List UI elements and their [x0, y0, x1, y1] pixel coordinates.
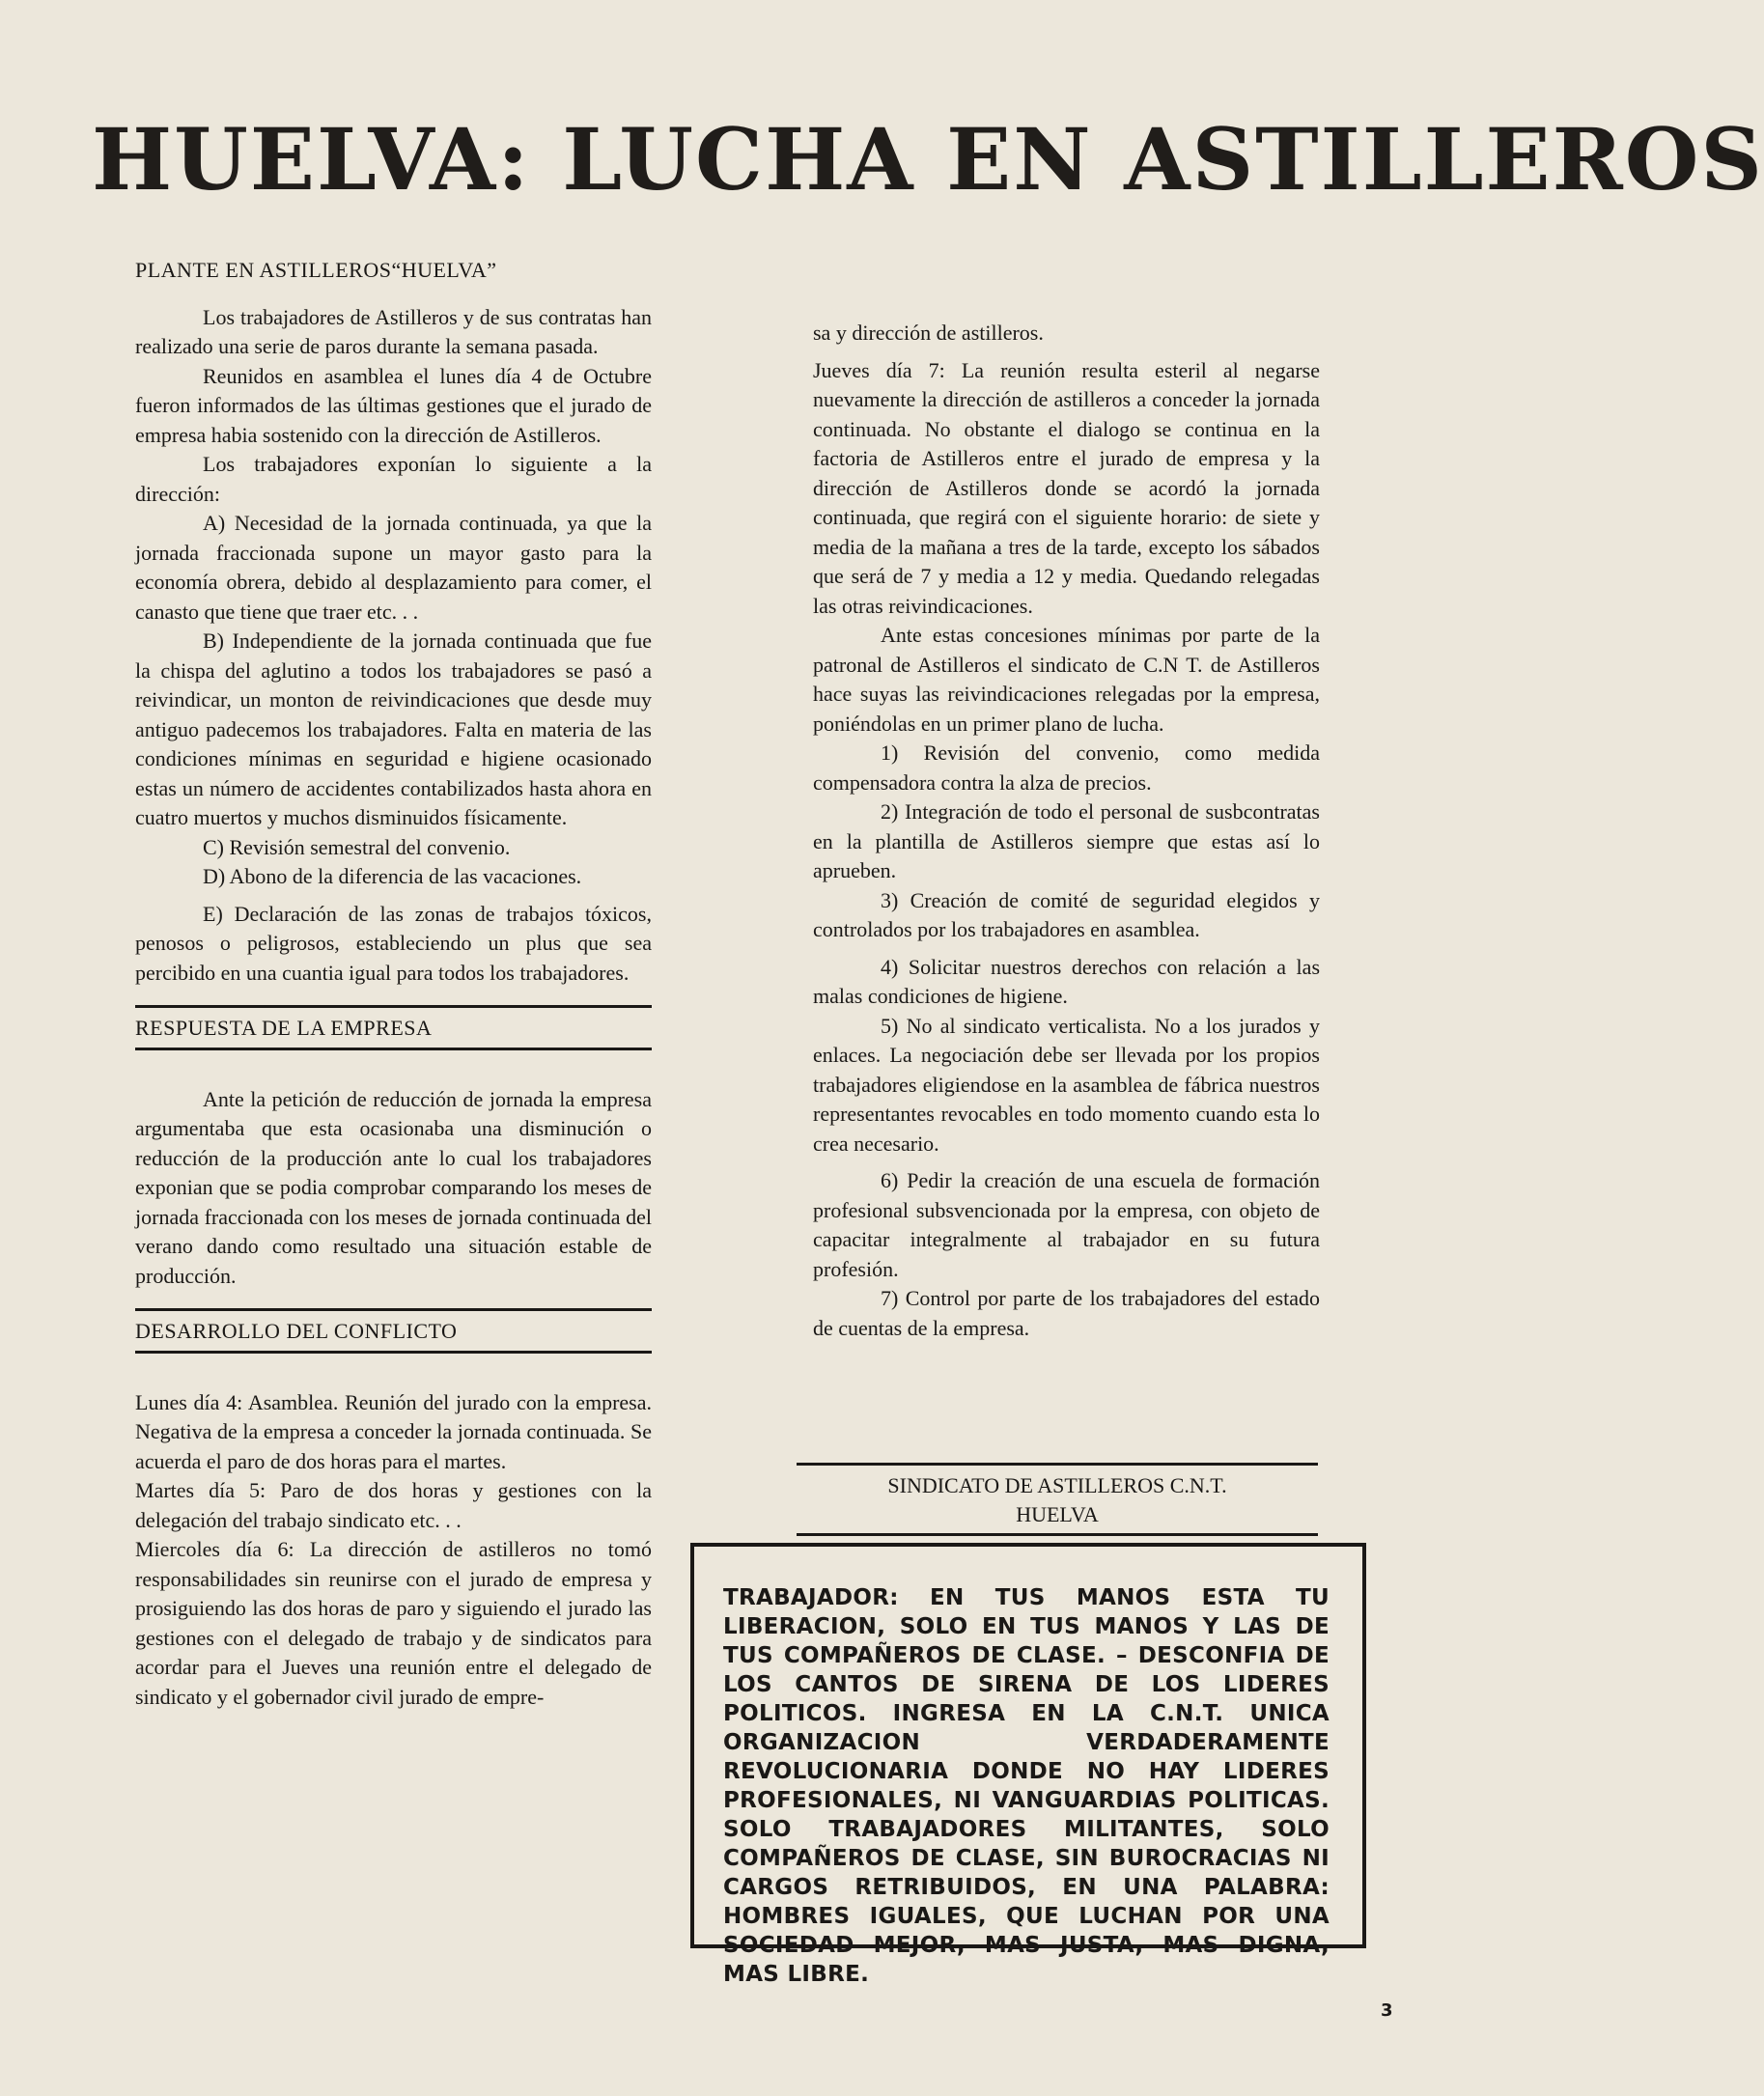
paragraph: Los trabajadores exponían lo siguiente a la dirección: — [135, 452, 652, 506]
left-column — [135, 256, 652, 1712]
list-item-e: E) Declaración de las zonas de trabajos tóxicos, penosos o peligrosos, estableciendo un plus que sea percibido en una cuantia igual para todos los trabajadores. — [135, 901, 652, 985]
list-item-a: A) Necesidad de la jornada continuada, ya que la jornada fraccionada supone un mayor gasto para la economía obrera, debido al desplazamiento para comer, el canasto que tiene que traer etc. . . — [135, 511, 652, 624]
paragraph-continued: sa y dirección de astilleros. — [813, 321, 1044, 345]
signoff-line-2: HUELVA — [1016, 1502, 1099, 1526]
paragraph-martes: Martes día 5: Paro de dos horas y gestiones con la delegación del trabajo sindicato etc. . . — [135, 1478, 652, 1532]
demand-item-3: 3) Creación de comité de seguridad elegidos y controlados por los trabajadores en asamblea. — [813, 887, 1320, 941]
demand-item-1: 1) Revisión del convenio, como medida compensadora contra la alza de precios. — [813, 741, 1320, 795]
paragraph: Los trabajadores de Astilleros y de sus contratas han realizado una serie de paros durante la semana pasada. — [135, 304, 652, 358]
signoff — [797, 1463, 1318, 1536]
section-title-plante: PLANTE EN ASTILLEROS“HUELVA” — [135, 258, 497, 282]
paragraph: Ante la petición de reducción de jornada la empresa argumentaba que esta ocasionaba una disminución o reducción de la producción ante lo cual los trabajadores exponian que se podia comprobar comparando los meses de jornada fraccionada con los meses de jornada continuada del verano dando como resultado una situación estable de producción. — [135, 1086, 652, 1288]
list-item-d: D) Abono de la diferencia de las vacaciones. — [203, 864, 582, 888]
list-item-b: B) Independiente de la jornada continuada que fue la chispa del aglutino a todos los trabajadores se pasó a reivindicar, un monton de reivindicaciones que desde muy antiguo padecemos los trabajadores. Falta en materia de las condiciones mínimas en seguridad e higiene ocasionado estas un número de accidentes contabilizados hasta ahora en cuatro muertos y muchos disminuidos físicamente. — [135, 629, 652, 829]
paragraph: Reunidos en asamblea el lunes día 4 de Octubre fueron informados de las últimas gestiones que el jurado de empresa habia sostenido con la dirección de Astilleros. — [135, 363, 652, 447]
paragraph-jueves: Jueves día 7: La reunión resulta esteril al negarse nuevamente la dirección de astilleros a conceder la jornada continuada. No obstante el dialogo se continua en la factoria de Astilleros entre el jurado de empresa y la dirección de Astilleros donde se acordó la jornada continuada, que regirá con el siguiente horario: de siete y media de la mañana a tres de la tarde, excepto los sábados que será de 7 y media a 12 y media. Quedando relegadas las otras reivindicaciones. — [813, 357, 1320, 618]
list-item-c: C) Revisión semestral del convenio. — [203, 834, 511, 859]
paragraph: Ante estas concesiones mínimas por parte de la patronal de Astilleros el sindicato de C.N T. de Astilleros hace suyas las reivindicaciones relegadas por la empresa, poniéndolas en un primer plano de lucha. — [813, 623, 1320, 736]
demand-item-6: 6) Pedir la creación de una escuela de formación profesional subsvencionada por la empresa, con objeto de capacitar integralmente al trabajador en su futura profesión. — [813, 1168, 1320, 1281]
section-title-desarrollo: DESARROLLO DEL CONFLICTO — [135, 1308, 652, 1354]
demand-item-5: 5) No al sindicato verticalista. No a los jurados y enlaces. La negociación debe ser llevada por los propios trabajadores eligiendose en la asamblea de fábrica nuestros representantes revocables en todo momento cuando esta lo crea necesario. — [813, 1013, 1320, 1156]
page-number: 3 — [1381, 2000, 1393, 2021]
signoff-line-1: SINDICATO DE ASTILLEROS C.N.T. — [887, 1473, 1227, 1497]
section-title-respuesta: RESPUESTA DE LA EMPRESA — [135, 1005, 652, 1050]
demand-item-2: 2) Integración de todo el personal de susbcontratas en la plantilla de Astilleros siempre que estas así lo aprueben. — [813, 799, 1320, 882]
right-column — [813, 319, 1320, 1343]
demand-item-4: 4) Solicitar nuestros derechos con relación a las malas condiciones de higiene. — [813, 954, 1320, 1008]
demand-item-7: 7) Control por parte de los trabajadores del estado de cuentas de la empresa. — [813, 1286, 1320, 1340]
paragraph-lunes: Lunes día 4: Asamblea. Reunión del jurado con la empresa. Negativa de la empresa a conceder la jornada continuada. Se acuerda el paro de dos horas para el martes. — [135, 1389, 652, 1473]
headline: HUELVA: LUCHA EN ASTILLEROS — [92, 109, 1764, 210]
paragraph-miercoles: Miercoles día 6: La dirección de astilleros no tomó responsabilidades sin reunirse con el jurado de empresa y prosiguiendo las dos horas de paro y siguiendo el jurado las gestiones con el delegado de trabajo y de sindicatos para acordar para el Jueves una reunión entre el delegado de sindicato y el gobernador civil jurado de empre- — [135, 1537, 652, 1709]
callout-box — [690, 1543, 1366, 1987]
callout-text: TRABAJADOR: EN TUS MANOS ESTA TU LIBERACION, SOLO EN TUS MANOS Y LAS DE TUS COMPAÑEROS DE CLASE. – DESCONFIA DE LOS CANTOS DE SIRENA DE LOS LIDERES POLITICOS. INGRESA EN LA C.N.T. UNICA ORGANIZACION VERDADERAMENTE REVOLUCIONARIA DONDE NO HAY LIDERES PROFESIONALES, NI VANGUARDIAS POLITICAS. SOLO TRABAJADORES MILITANTES, SOLO COMPAÑEROS DE CLASE, SIN BUROCRACIAS NI CARGOS RETRIBUIDOS, EN UNA PALABRA: HOMBRES IGUALES, QUE LUCHAN POR UNA SOCIEDAD MEJOR, MAS JUSTA, MAS DIGNA, MAS LIBRE. — [723, 1585, 1330, 1987]
